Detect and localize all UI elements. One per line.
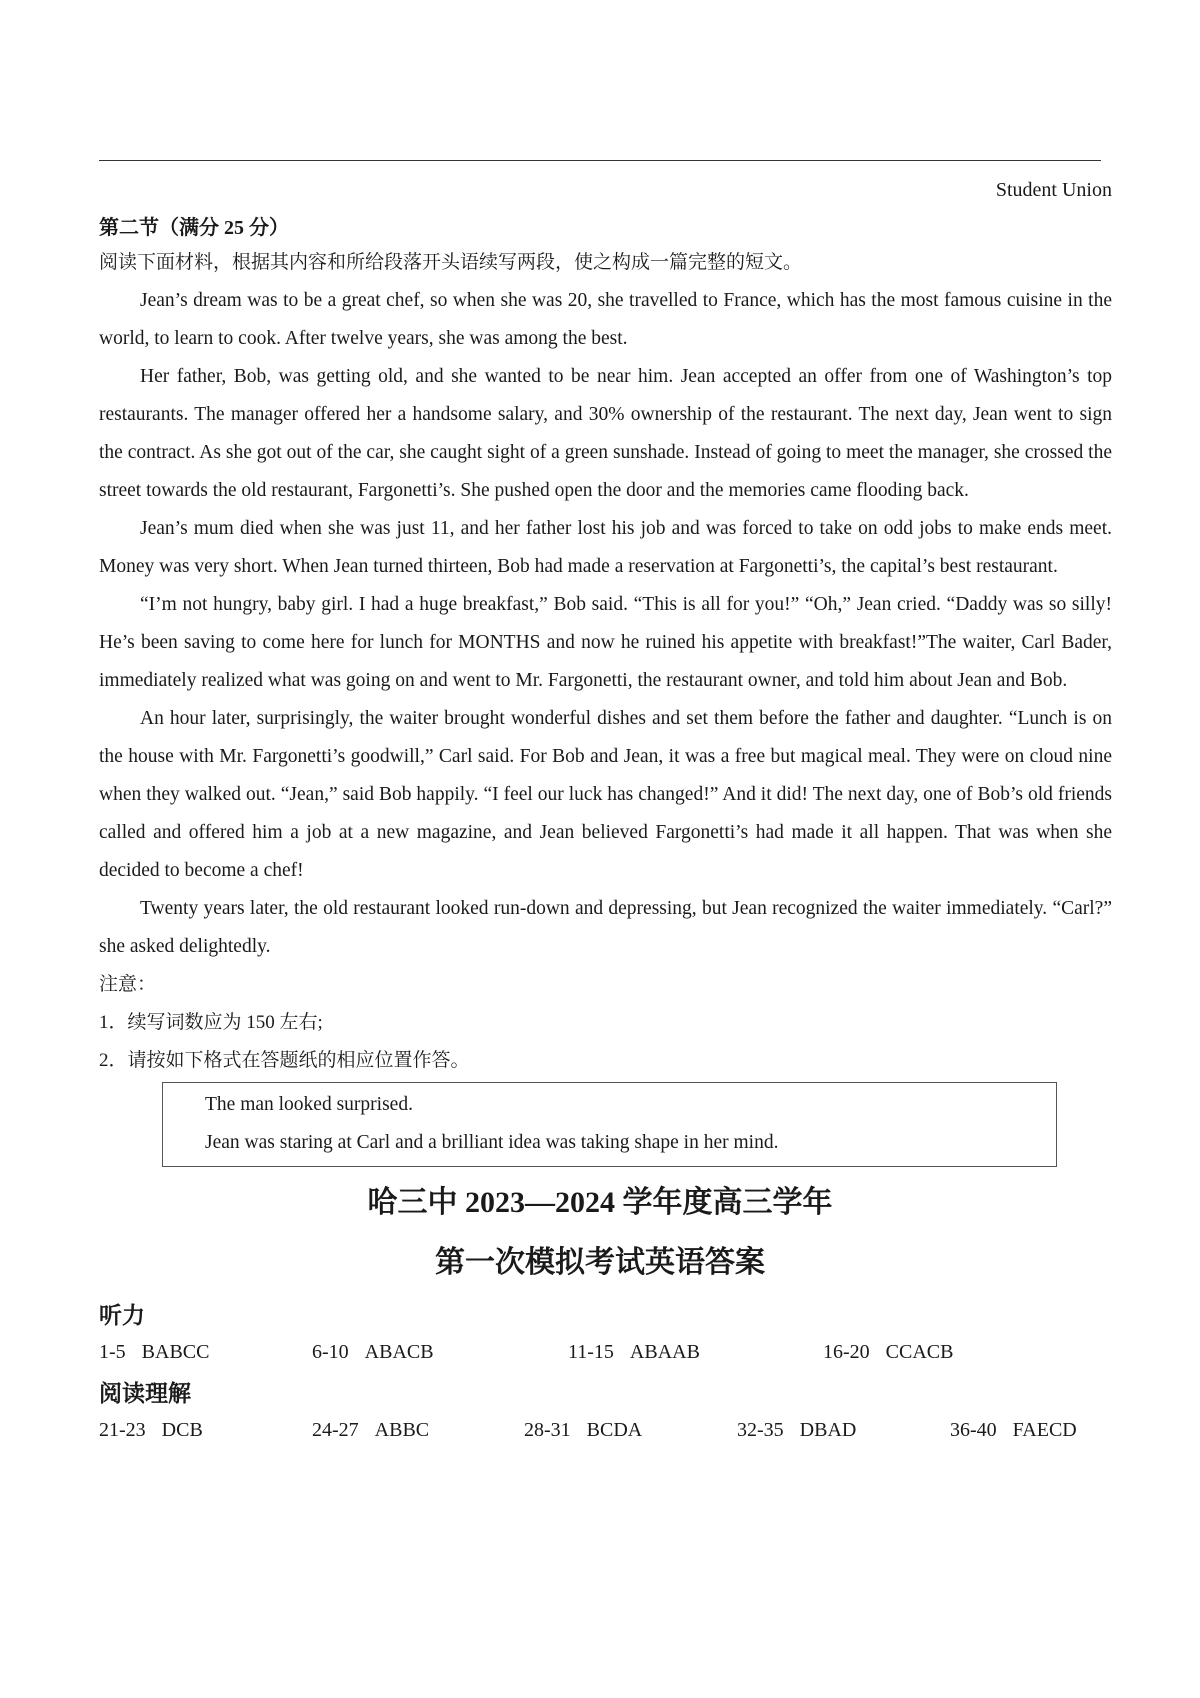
answer-range: 6-10 [312, 1341, 349, 1363]
section-instruction: 阅读下面材料，根据其内容和所给段落开头语续写两段，使之构成一篇完整的短文。 [99, 252, 803, 273]
answer-key: ABAAB [629, 1341, 700, 1363]
answer-key: ABBC [374, 1419, 430, 1441]
header-right-text: Student Union [995, 179, 1112, 201]
note-item: 2．请按如下格式在答题纸的相应位置作答。 [99, 1050, 470, 1071]
passage-paragraph: Jean’s mum died when she was just 11, and her father lost his job and was forced to take on odd jobs to make ends meet. Money was very short. When Jean turned thirteen, Bob had made a reservation at Fargonetti’s, the capital’s best restaurant. [99, 518, 1112, 577]
answer-range: 24-27 [312, 1419, 359, 1441]
section-title: 第二节（满分 25 分） [99, 217, 289, 239]
answer-key: BCDA [586, 1419, 643, 1441]
answer-key: FAECD [1012, 1419, 1077, 1441]
listening-heading: 听力 [99, 1303, 145, 1328]
answer-format-box [162, 1082, 1057, 1167]
answer-group [823, 1341, 953, 1364]
answer-box-line: Jean was staring at Carl and a brilliant idea was taking shape in her mind. [205, 1132, 779, 1153]
answer-box-line: The man looked surprised. [205, 1094, 413, 1115]
exam-title-line1: 哈三中 2023—2024 学年度高三学年 [367, 1186, 833, 1219]
answer-key: ABACB [364, 1341, 434, 1363]
answer-group [312, 1419, 429, 1442]
answer-range: 1-5 [99, 1341, 126, 1363]
exam-title-line2: 第一次模拟考试英语答案 [435, 1246, 765, 1279]
answer-key: CCACB [885, 1341, 954, 1363]
answer-key: DBAD [799, 1419, 857, 1441]
answer-key: DCB [161, 1419, 203, 1441]
note-item: 1．续写词数应为 150 左右; [99, 1012, 323, 1033]
passage-paragraph: Twenty years later, the old restaurant looked run-down and depressing, but Jean recognized the waiter immediately. “Carl?” she asked delightedly. [99, 898, 1112, 957]
reading-heading: 阅读理解 [99, 1381, 191, 1406]
answer-group [950, 1419, 1077, 1442]
listening-answers-row [99, 1333, 1112, 1377]
passage-paragraph: Her father, Bob, was getting old, and she wanted to be near him. Jean accepted an offer from one of Washington’s top restaurants. The manager offered her a handsome salary, and 30% ownership of the restaurant. The next day, Jean went to sign the contract. As she got out of the car, she caught sight of a green sunshade. Instead of going to meet the manager, she crossed the street towards the old restaurant, Fargonetti’s. She pushed open the door and the memories came flooding back. [99, 366, 1112, 501]
reading-answers-row [99, 1411, 1112, 1455]
answer-group [312, 1341, 434, 1364]
header-rule [99, 160, 1101, 161]
answer-range: 32-35 [737, 1419, 784, 1441]
answer-group [568, 1341, 700, 1364]
page-content [99, 212, 1112, 1455]
passage-paragraph: An hour later, surprisingly, the waiter brought wonderful dishes and set them before the father and daughter. “Lunch is on the house with Mr. Fargonetti’s goodwill,” Carl said. For Bob and Jean, it was a free but magical meal. They were on cloud nine when they walked out. “Jean,” said Bob happily. “I feel our luck has changed!” And it did! The next day, one of Bob’s old friends called and offered him a job at a new magazine, and Jean believed Fargonetti’s had made it all happen. That was when she decided to become a chef! [99, 708, 1112, 881]
answer-range: 16-20 [823, 1341, 870, 1363]
passage-paragraph: Jean’s dream was to be a great chef, so when she was 20, she travelled to France, which has the most famous cuisine in the world, to learn to cook. After twelve years, she was among the best. [99, 290, 1112, 349]
answer-range: 28-31 [524, 1419, 571, 1441]
answer-range: 36-40 [950, 1419, 997, 1441]
answer-group [524, 1419, 642, 1442]
notes-label: 注意： [99, 974, 157, 995]
passage-paragraph: “I’m not hungry, baby girl. I had a huge breakfast,” Bob said. “This is all for you!” “Oh,” Jean cried. “Daddy was so silly! He’s been saving to come here for lunch for MONTHS and now he ruined his appetite with breakfast!”The waiter, Carl Bader, immediately realized what was going on and went to Mr. Fargonetti, the restaurant owner, and told him about Jean and Bob. [99, 594, 1112, 691]
answer-range: 11-15 [568, 1341, 614, 1363]
answer-group [99, 1341, 209, 1364]
answer-group [99, 1419, 203, 1442]
answer-group [737, 1419, 856, 1442]
answer-range: 21-23 [99, 1419, 146, 1441]
answer-key: BABCC [141, 1341, 210, 1363]
